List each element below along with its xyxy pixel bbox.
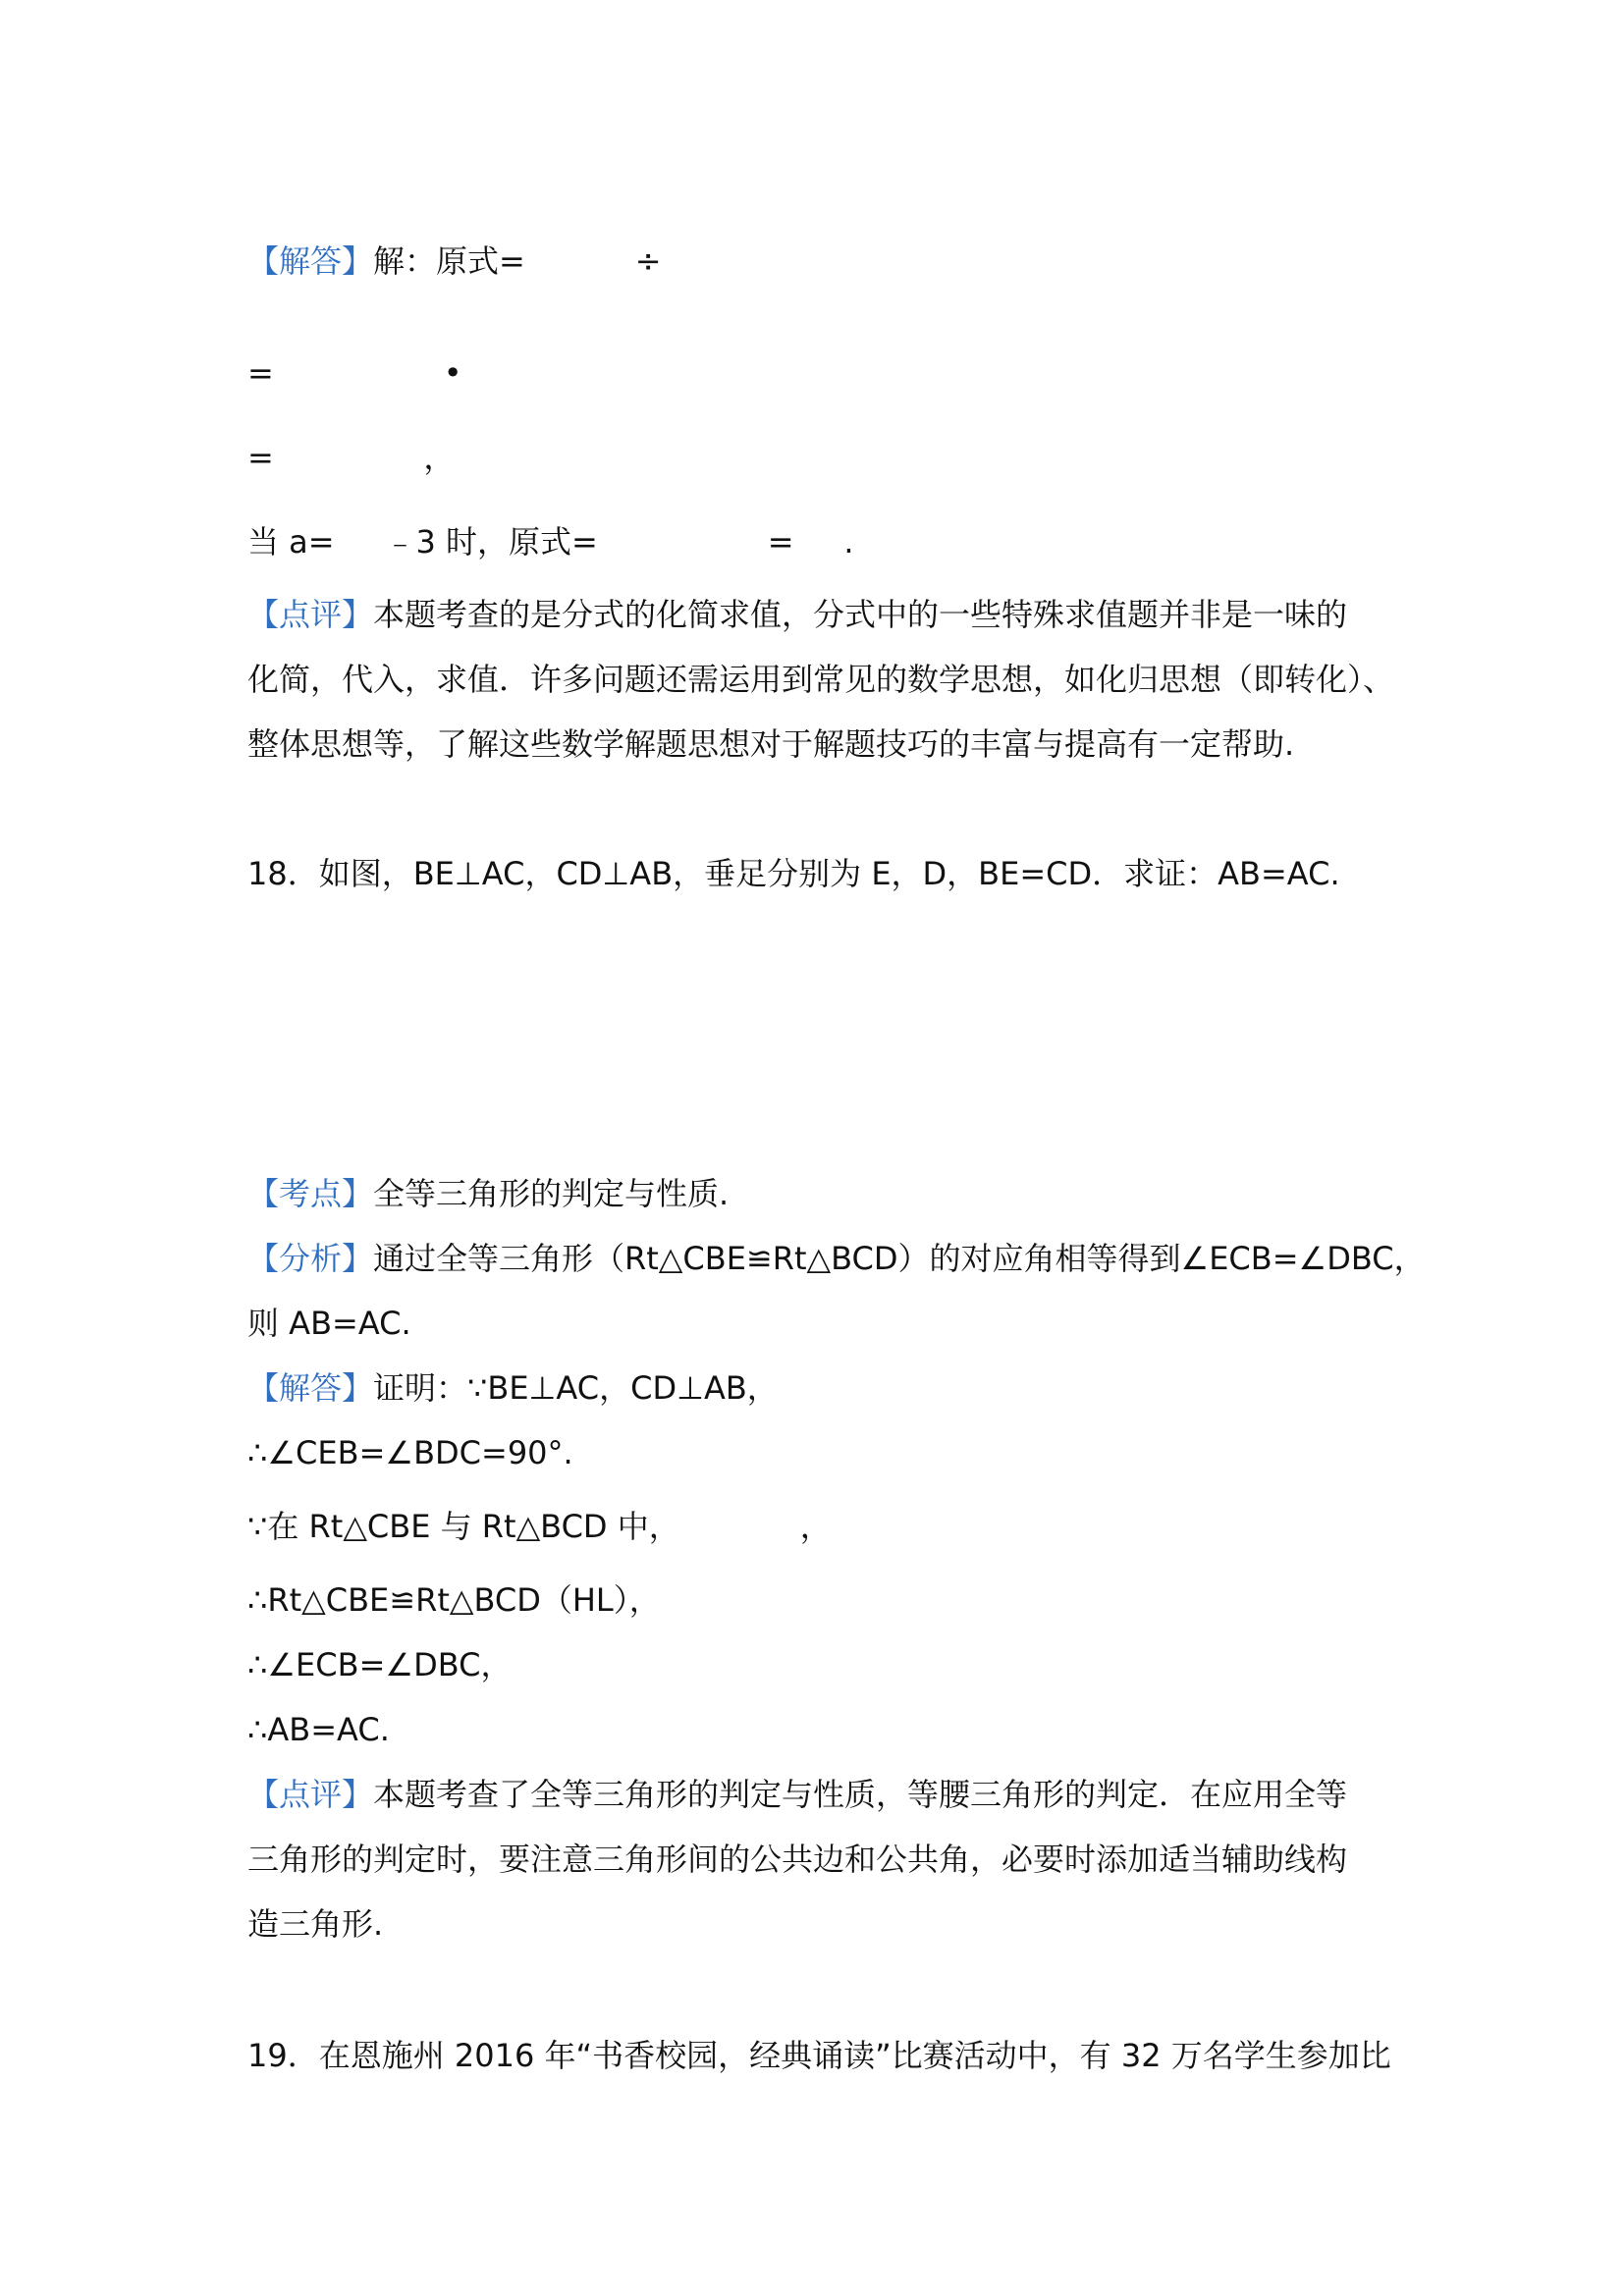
- q18-step-1: ∴∠CEB=∠BDC=90°.: [247, 1434, 573, 1471]
- q18-point-line: [247, 1172, 729, 1215]
- q18-question: 18．如图，BE⊥AC，CD⊥AB，垂足分别为 E，D，BE=CD．求证：AB=AC.: [247, 855, 1340, 892]
- answer-tag: 【解答】: [247, 1369, 374, 1407]
- analysis-text: 通过全等三角形（Rt△CBE≌Rt△BCD）的对应角相等得到∠ECB=∠DBC，: [373, 1240, 1426, 1277]
- comment-tag: 【点评】: [247, 596, 374, 633]
- q17-answer-line-1: [247, 240, 662, 283]
- answer-text: 解：原式= ÷: [373, 242, 662, 280]
- answer-tag: 【解答】: [247, 242, 374, 280]
- q18-comment-line-3: 造三角形.: [247, 1905, 384, 1943]
- q17-answer-line-2: = •: [247, 354, 462, 392]
- q18-step-4: ∴∠ECB=∠DBC，: [247, 1646, 513, 1683]
- q17-comment-line-1: [247, 593, 1347, 636]
- analysis-tag: 【分析】: [247, 1240, 374, 1277]
- point-text: 全等三角形的判定与性质.: [373, 1175, 730, 1212]
- q18-step-2: ∵在 Rt△CBE 与 Rt△BCD 中， ，: [247, 1508, 832, 1545]
- q18-step-5: ∴AB=AC.: [247, 1711, 390, 1748]
- answer-text: 证明：∵BE⊥AC，CD⊥AB，: [373, 1369, 779, 1407]
- q18-comment-line-2: 三角形的判定时，要注意三角形间的公共边和公共角，必要时添加适当辅助线构: [247, 1841, 1348, 1878]
- q18-analysis-line-1: [247, 1237, 1426, 1280]
- q18-answer-line-1: [247, 1366, 779, 1410]
- q18-comment-line-1: [247, 1773, 1347, 1816]
- comment-tag: 【点评】: [247, 1776, 374, 1813]
- q17-answer-line-4: 当 a= ﹣3 时，原式= = .: [247, 523, 854, 561]
- q17-comment-line-2: 化简，代入，求值．许多问题还需运用到常见的数学思想，如化归思想（即转化）、: [247, 661, 1395, 698]
- q17-answer-line-3: = ，: [247, 439, 456, 476]
- q18-analysis-line-2: 则 AB=AC.: [247, 1305, 411, 1342]
- comment-text: 本题考查了全等三角形的判定与性质，等腰三角形的判定．在应用全等: [373, 1776, 1348, 1813]
- comment-text: 本题考查的是分式的化简求值，分式中的一些特殊求值题并非是一味的: [373, 596, 1348, 633]
- q17-comment-line-3: 整体思想等，了解这些数学解题思想对于解题技巧的丰富与提高有一定帮助.: [247, 725, 1295, 763]
- q18-step-3: ∴Rt△CBE≌Rt△BCD（HL），: [247, 1581, 661, 1619]
- q19-question: 19．在恩施州 2016 年“书香校园，经典诵读”比赛活动中，有 32 万名学生参加比: [247, 2037, 1391, 2074]
- point-tag: 【考点】: [247, 1175, 374, 1212]
